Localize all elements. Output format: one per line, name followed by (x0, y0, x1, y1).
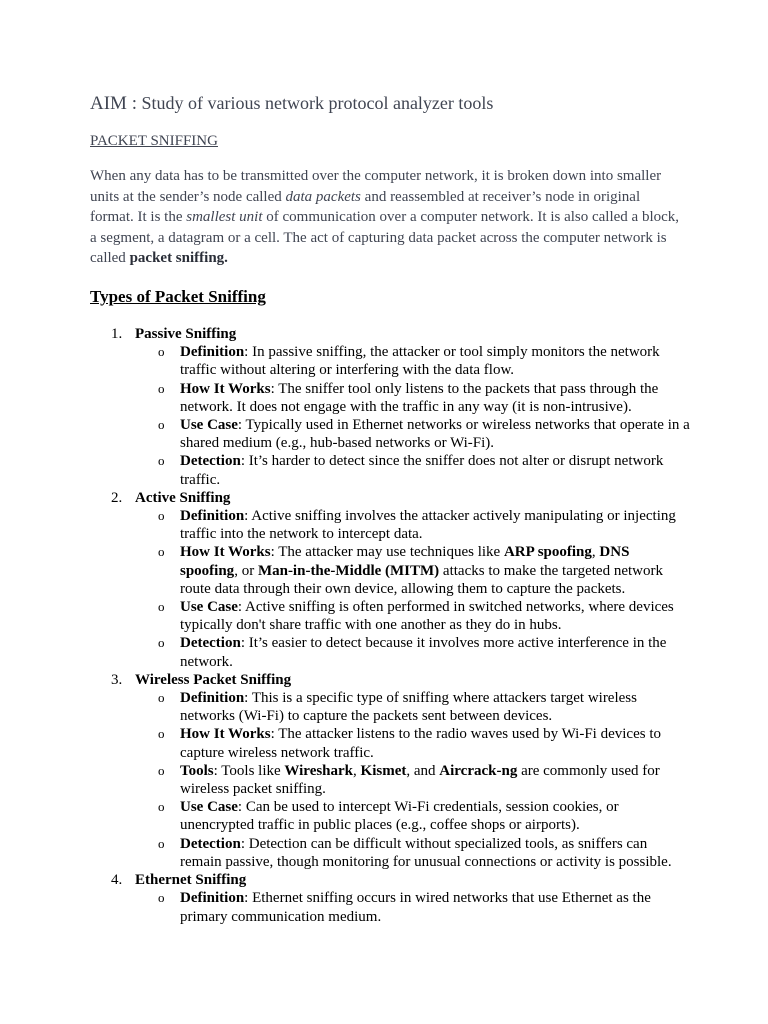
type-details-list (135, 343, 690, 489)
text-run: : This is a specific type of sniffing where attackers target wireless networks (Wi-Fi) to capture the packets sent between devices. (180, 690, 637, 725)
bold-text: ARP spoofing (503, 544, 592, 561)
bullet-icon: o (158, 726, 165, 742)
text-run: of communication over a computer network. It is also called a block, a segment, a datagram or a cell. The act of capturing data packet across the computer network is called (90, 209, 680, 266)
detail-item (135, 835, 690, 871)
detail-item (135, 416, 690, 452)
intro-paragraph (90, 166, 680, 269)
type-item (90, 325, 690, 489)
bold-text: packet sniffing. (129, 250, 228, 266)
text-run: : Active sniffing involves the attacker actively manipulating or injecting traffic into the network to intercept data. (180, 508, 676, 543)
type-item (90, 489, 690, 671)
bullet-icon: o (158, 380, 165, 396)
type-title: Ethernet Sniffing (135, 872, 247, 889)
bullet-icon: o (158, 690, 165, 706)
text-run: , (353, 762, 361, 779)
type-number: 1. (111, 326, 123, 342)
text-run: are commonly used for wireless packet sniffing. (180, 762, 660, 798)
bullet-icon: o (158, 835, 165, 851)
bullet-icon: o (158, 544, 165, 560)
type-number: 4. (111, 872, 123, 889)
bold-text: Use Case (180, 599, 238, 616)
bold-text: Definition (180, 890, 245, 907)
text-run: : Can be used to intercept Wi-Fi credentials, session cookies, or unencrypted traffic in public places (e.g., coffee shops or airports). (180, 799, 619, 834)
text-run: : The attacker listens to the radio waves used by Wi-Fi devices to capture wireless network traffic. (180, 726, 661, 761)
bold-text: Detection (180, 635, 241, 652)
text-run: attacks to make the targeted network route data through their own device, allowing them to capture the packets. (180, 562, 663, 597)
italic-text: smallest unit (186, 209, 263, 225)
bold-text: Definition (180, 508, 245, 525)
type-title: Wireless Packet Sniffing (135, 671, 292, 688)
text-run: : Ethernet sniffing occurs in wired networks that use Ethernet as the primary communication medium. (180, 890, 651, 925)
bullet-icon: o (158, 762, 165, 778)
types-list (90, 325, 690, 926)
bold-text: Detection (180, 453, 241, 470)
bold-text: Man-in-the-Middle (MITM) (257, 562, 440, 579)
text-run: : Tools like (213, 762, 285, 779)
bold-text: Detection (180, 835, 241, 852)
type-details-list (135, 689, 690, 871)
type-item (90, 671, 690, 871)
bullet-icon: o (158, 890, 165, 906)
bullet-icon: o (158, 799, 165, 815)
bullet-icon: o (158, 417, 165, 433)
text-run: When any data has to be transmitted over the computer network, it is broken down into smaller units at the sender’s node called (90, 168, 662, 205)
bold-text: Definition (180, 690, 245, 707)
text-run: : The sniffer tool only listens to the packets that pass through the network. It does not engage with the traffic in any way (it is non-intrusive). (180, 380, 659, 415)
bullet-icon: o (158, 344, 165, 360)
type-title: Active Sniffing (135, 489, 231, 506)
bold-text: How It Works (180, 544, 271, 561)
bold-text: Use Case (180, 417, 238, 434)
aim-text: Study of various network protocol analyzer tools (136, 93, 494, 113)
text-run: and reassembled at receiver’s node in original format. It is the (90, 188, 641, 225)
section-title: PACKET SNIFFING (90, 133, 218, 149)
bold-text: DNS spoofing (180, 544, 630, 579)
bold-text: Definition (180, 344, 245, 361)
text-run: : It’s harder to detect since the sniffer does not alter or disrupt network traffic. (180, 453, 664, 488)
aim-label: AIM : (90, 93, 137, 114)
type-details-list (135, 507, 690, 671)
text-run: , (591, 544, 600, 561)
aim-heading (90, 93, 493, 115)
type-title: Passive Sniffing (135, 326, 237, 342)
type-details-list (135, 889, 690, 925)
detail-item (135, 634, 690, 670)
bullet-icon: o (158, 599, 165, 615)
type-number: 2. (111, 489, 123, 506)
detail-item (135, 380, 690, 416)
text-run: : In passive sniffing, the attacker or tool simply monitors the network traffic without altering or interfering with the data flow. (180, 344, 660, 379)
text-run: , and (406, 762, 440, 779)
text-run: , or (234, 562, 258, 579)
bold-text: Use Case (180, 799, 238, 816)
text-run: : The attacker may use techniques like (270, 544, 504, 561)
detail-item (135, 725, 690, 761)
bold-text: Wireshark (284, 762, 354, 779)
types-heading: Types of Packet Sniffing (90, 287, 266, 306)
detail-item (135, 798, 690, 834)
bold-text: Tools (180, 762, 214, 779)
type-number: 3. (111, 671, 123, 688)
bold-text: Kismet (360, 762, 407, 779)
italic-text: data packets (285, 188, 361, 205)
text-run: : Detection can be difficult without specialized tools, as sniffers can remain passive, though monitoring for unusual connections or activity is possible. (180, 835, 672, 870)
detail-item (135, 598, 690, 634)
bullet-icon: o (158, 635, 165, 651)
detail-item (135, 507, 690, 543)
detail-item (135, 343, 690, 379)
detail-item (135, 689, 690, 725)
bullet-icon: o (158, 508, 165, 524)
bold-text: How It Works (180, 726, 271, 743)
bullet-icon: o (158, 453, 165, 469)
detail-item (135, 452, 690, 488)
detail-item (135, 543, 690, 598)
text-run: : Typically used in Ethernet networks or wireless networks that operate in a shared medium (e.g., hub-based networks or Wi-Fi). (180, 417, 690, 452)
bold-text: How It Works (180, 380, 271, 397)
bold-text: Aircrack-ng (439, 762, 518, 779)
detail-item (135, 889, 690, 925)
type-item (90, 871, 690, 926)
text-run: : It’s easier to detect because it involves more active interference in the network. (180, 635, 667, 670)
text-run: : Active sniffing is often performed in switched networks, where devices typically don't share traffic with one another as they do in hubs. (180, 599, 674, 634)
detail-item (135, 762, 690, 798)
